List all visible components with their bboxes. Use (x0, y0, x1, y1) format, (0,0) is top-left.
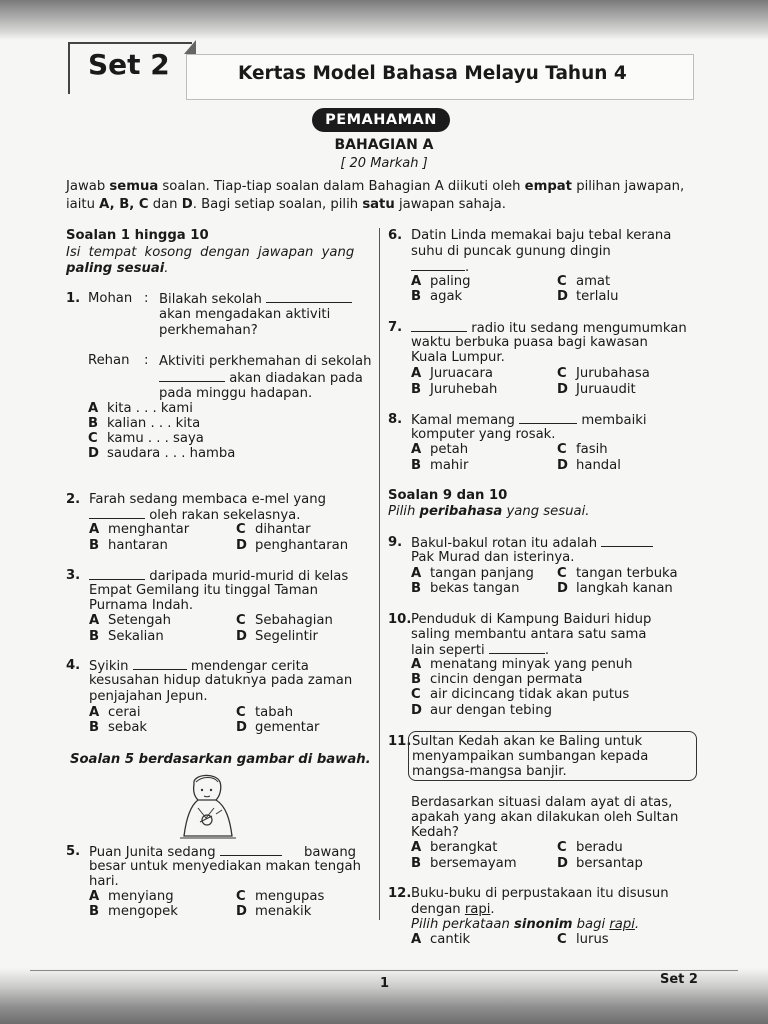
set-label: Set 2 (88, 48, 170, 81)
q3-line3: Purnama Indah. (89, 598, 194, 613)
q8-c-letter: C (557, 442, 567, 457)
q9-option-b: bekas tangan (430, 581, 520, 596)
q9-d-letter: D (557, 581, 568, 596)
q11-d-letter: D (557, 856, 568, 871)
footer-rule (30, 970, 738, 971)
q5-number: 5. (66, 844, 81, 859)
page-number: 1 (380, 976, 390, 991)
q10-line2: saling membantu antara satu sama (411, 627, 647, 642)
q1-mohan-line2: akan mengadakan aktiviti (159, 307, 331, 322)
q12-line3: Pilih perkataan sinonim bagi rapi. (411, 917, 640, 932)
q8-option-d: handal (576, 458, 621, 473)
q9-option-d: langkah kanan (576, 581, 673, 596)
q11-box-line1: Sultan Kedah akan ke Baling untuk (412, 734, 643, 749)
q7-b-letter: B (411, 382, 422, 397)
q11-option-a: berangkat (430, 840, 498, 855)
q2-number: 2. (66, 492, 81, 507)
q5-option-b: mengopek (108, 904, 178, 919)
q7-c-letter: C (557, 366, 567, 381)
woman-peeling-onion-illustration (176, 770, 240, 844)
q12-line2: dengan rapi. (411, 902, 495, 917)
set-corner-icon (184, 40, 196, 54)
q4-b-letter: B (89, 720, 100, 735)
q1-colon-2: : (144, 353, 149, 368)
q6-d-letter: D (557, 289, 568, 304)
q7-line2: waktu berbuka puasa bagi kawasan (411, 335, 648, 350)
q7-option-d: Juruaudit (576, 382, 636, 397)
q6-option-c: amat (576, 274, 611, 289)
q9-c-letter: C (557, 566, 567, 581)
q4-option-a: cerai (108, 705, 141, 720)
q1-option-a: kita . . . kami (107, 401, 193, 416)
q8-d-letter: D (557, 458, 568, 473)
q2-d-letter: D (236, 538, 247, 553)
section-pill: PEMAHAMAN (312, 108, 450, 132)
q1-colon-1: : (144, 291, 149, 306)
q1-mohan-line1: Bilakah sekolah (159, 291, 352, 307)
q1-option-b-letter: B (88, 416, 99, 431)
q9-option-a: tangan panjang (430, 566, 534, 581)
q11-box-line2: menyampaikan sumbangan kepada (412, 749, 649, 764)
q3-line2: Empat Gemilang itu tinggal Taman (89, 583, 318, 598)
q7-a-letter: A (411, 366, 422, 381)
soalan-instruction-2: paling sesuai. (66, 261, 169, 276)
q7-d-letter: D (557, 382, 568, 397)
q1-speaker-rehan: Rehan (88, 353, 130, 368)
q10-option-c: air dicincang tidak akan putus (430, 687, 630, 702)
q2-option-a: menghantar (108, 522, 190, 537)
q10-option-b: cincin dengan permata (430, 672, 583, 687)
q9-option-c: tangan terbuka (576, 566, 678, 581)
q2-option-c: dihantar (255, 522, 311, 537)
q11-box-line3: mangsa-mangsa banjir. (412, 764, 567, 779)
q1-option-d-letter: D (88, 446, 99, 461)
q4-line1: Syikin mendengar cerita (89, 659, 309, 674)
q9-a-letter: A (411, 566, 422, 581)
q3-a-letter: A (89, 613, 100, 628)
q4-d-letter: D (236, 720, 247, 735)
q5-line3: hari. (89, 874, 119, 889)
q8-number: 8. (388, 412, 403, 427)
q12-c-letter: C (557, 932, 567, 947)
instructions: Jawab semua soalan. Tiap-tiap soalan dalam Bahagian A diikuti oleh empat pilihan jawapan, iaitu A, B, C dan D. Bagi setiap soalan, pilih satu jawapan sahaja. (66, 179, 685, 212)
q12-option-c: lurus (576, 932, 609, 947)
q1-speaker-mohan: Mohan (88, 291, 133, 306)
q1-option-c-letter: C (88, 431, 98, 446)
q10-d-letter: D (411, 703, 422, 718)
soalan-9-10-instruction: Pilih peribahasa yang sesuai. (388, 504, 590, 519)
q7-option-b: Juruhebah (430, 382, 498, 397)
q10-c-letter: C (411, 687, 421, 702)
q3-option-d: Segelintir (255, 629, 318, 644)
q8-b-letter: B (411, 458, 422, 473)
q4-line3: penjajahan Jepun. (89, 689, 208, 704)
q7-option-c: Jurubahasa (576, 366, 650, 381)
q12-a-letter: A (411, 932, 422, 947)
q10-option-d: aur dengan tebing (430, 703, 552, 718)
q3-number: 3. (66, 568, 81, 583)
q6-a-letter: A (411, 274, 422, 289)
q7-number: 7. (388, 320, 403, 335)
q8-option-b: mahir (430, 458, 469, 473)
bahagian-title: BAHAGIAN A (334, 137, 434, 153)
q7-line1: radio itu sedang mengumumkan (411, 320, 687, 336)
soalan-9-10-heading: Soalan 9 dan 10 (388, 488, 508, 503)
q5-option-a: menyiang (108, 889, 174, 904)
q10-b-letter: B (411, 672, 422, 687)
q5-a-letter: A (89, 889, 100, 904)
q2-b-letter: B (89, 538, 100, 553)
q2-line2: oleh rakan sekelasnya. (89, 507, 300, 523)
q11-a-letter: A (411, 840, 422, 855)
q6-c-letter: C (557, 274, 567, 289)
q12-option-a: cantik (430, 932, 471, 947)
q7-line3: Kuala Lumpur. (411, 350, 505, 365)
q2-option-d: penghantaran (255, 538, 349, 553)
q10-number: 10. (388, 612, 412, 627)
q4-c-letter: C (236, 705, 246, 720)
q2-c-letter: C (236, 522, 246, 537)
q2-option-b: hantaran (108, 538, 168, 553)
q5-c-letter: C (236, 889, 246, 904)
q11-line2: apakah yang akan dilakukan oleh Sultan (411, 810, 679, 825)
q9-line1: Bakul-bakul rotan itu adalah (411, 535, 653, 551)
q5-option-d: menakik (255, 904, 312, 919)
q10-line3: lain seperti . (411, 643, 550, 658)
q7-option-a: Juruacara (430, 366, 493, 381)
q5-b-letter: B (89, 904, 100, 919)
q9-line2: Pak Murad dan isterinya. (411, 550, 575, 565)
q3-option-b: Sekalian (108, 629, 164, 644)
markah-label: [ 20 Markah ] (340, 156, 428, 171)
q8-a-letter: A (411, 442, 422, 457)
q2-a-letter: A (89, 522, 100, 537)
q11-option-b: bersemayam (430, 856, 517, 871)
q3-d-letter: D (236, 629, 247, 644)
q6-line3: . (411, 259, 469, 275)
q1-mohan-line3: perkhemahan? (159, 323, 258, 338)
q6-b-letter: B (411, 289, 422, 304)
q3-c-letter: C (236, 613, 246, 628)
soalan-instruction-1: Isi tempat kosong dengan jawapan yang (66, 245, 355, 260)
q4-number: 4. (66, 658, 81, 673)
q5-line2: besar untuk menyediakan makan tengah (89, 859, 361, 874)
q6-option-a: paling (430, 274, 471, 289)
q9-b-letter: B (411, 581, 422, 596)
q4-a-letter: A (89, 705, 100, 720)
q1-rehan-line1: Aktiviti perkhemahan di sekolah (159, 354, 372, 369)
q1-option-c: kamu . . . saya (107, 431, 204, 446)
q10-option-a: menatang minyak yang penuh (430, 657, 633, 672)
q1-rehan-line2: akan diadakan pada (159, 370, 363, 386)
q11-option-c: beradu (576, 840, 623, 855)
q8-line1: Kamal memang membaiki (411, 413, 647, 428)
q9-number: 9. (388, 535, 403, 550)
q1-option-a-letter: A (88, 401, 99, 416)
q4-option-b: sebak (108, 720, 148, 735)
q1-option-b: kalian . . . kita (107, 416, 201, 431)
q3-option-a: Setengah (108, 613, 171, 628)
q8-option-c: fasih (576, 442, 608, 457)
q11-c-letter: C (557, 840, 567, 855)
q10-line1: Penduduk di Kampung Baiduri hidup (411, 612, 652, 627)
q1-option-d: saudara . . . hamba (107, 446, 236, 461)
q6-number: 6. (388, 228, 403, 243)
q4-option-d: gementar (255, 720, 320, 735)
q10-a-letter: A (411, 657, 422, 672)
q5-line1: Puan Junita sedang bawang (89, 845, 357, 860)
scan-shadow-top (0, 0, 768, 40)
q5-option-c: mengupas (255, 889, 325, 904)
q3-option-c: Sebahagian (255, 613, 333, 628)
q11-line3: Kedah? (411, 825, 459, 840)
q3-b-letter: B (89, 629, 100, 644)
q5-d-letter: D (236, 904, 247, 919)
q11-option-d: bersantap (576, 856, 643, 871)
q6-option-d: terlalu (576, 289, 619, 304)
q6-line2: suhu di puncak gunung dingin (411, 244, 611, 259)
q8-option-a: petah (430, 442, 469, 457)
q1-number: 1. (66, 291, 81, 306)
q6-line1: Datin Linda memakai baju tebal kerana (411, 228, 672, 243)
paper-title: Kertas Model Bahasa Melayu Tahun 4 (238, 63, 627, 84)
q5-intro: Soalan 5 berdasarkan gambar di bawah. (70, 752, 371, 767)
q8-line2: komputer yang rosak. (411, 427, 556, 442)
q3-line1: daripada murid-murid di kelas (89, 568, 348, 584)
q4-line2: kesusahan hidup datuknya pada zaman (89, 673, 353, 688)
q1-rehan-line3: pada minggu hadapan. (159, 386, 313, 401)
q4-option-c: tabah (255, 705, 294, 720)
q6-option-b: agak (430, 289, 463, 304)
q11-line1: Berdasarkan situasi dalam ayat di atas, (411, 795, 673, 810)
footer-set-label: Set 2 (660, 972, 698, 987)
q12-number: 12. (388, 886, 412, 901)
q2-line1: Farah sedang membaca e-mel yang (89, 492, 326, 507)
soalan-heading: Soalan 1 hingga 10 (66, 228, 209, 243)
column-divider (379, 228, 380, 920)
q11-number: 11. (388, 734, 412, 749)
q11-b-letter: B (411, 856, 422, 871)
q12-line1: Buku-buku di perpustakaan itu disusun (411, 886, 669, 901)
